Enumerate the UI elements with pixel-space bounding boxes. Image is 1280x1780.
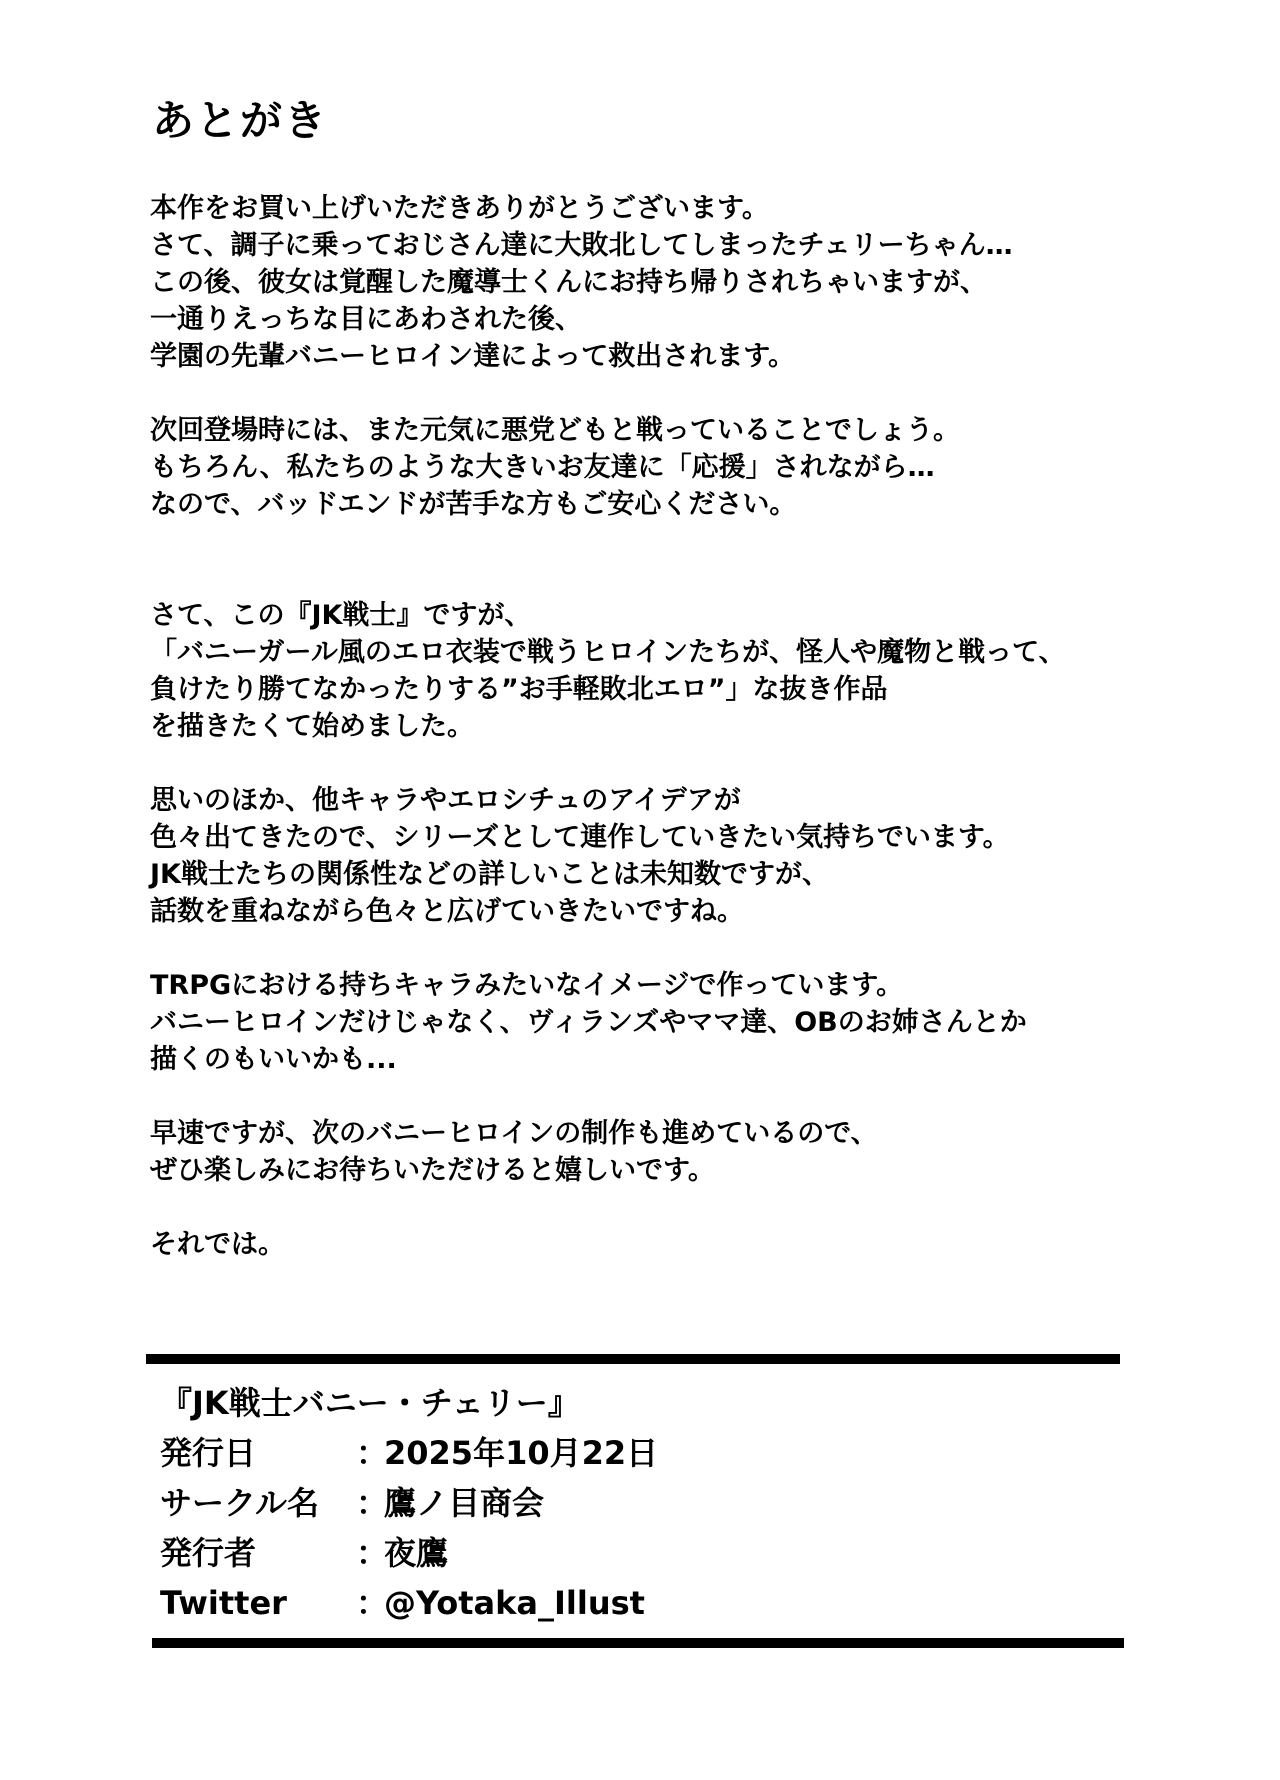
text-line: 描くのもいいかも... <box>150 1044 397 1075</box>
colophon-row <box>160 1428 1120 1478</box>
text-line: 学園の先輩バニーヒロイン達によって救出されます。 <box>150 341 796 372</box>
text-line: ぜひ楽しみにお待ちいただけると嬉しいです。 <box>150 1155 715 1186</box>
colophon-separator: ： <box>356 1534 389 1572</box>
colophon-label: サークル名 <box>160 1484 320 1522</box>
text-line: この後、彼女は覚醒した魔導士くんにお持ち帰りされちゃいますが、 <box>150 267 987 298</box>
divider-top <box>146 1354 1120 1364</box>
colophon-row <box>160 1528 1120 1578</box>
paragraph <box>150 967 1210 1078</box>
text-line: 「バニーガール風のエロ衣装で戦うヒロインたちが、怪人や魔物と戦って、 <box>150 637 1066 668</box>
text-line: 話数を重ねながら色々と広げていきたいですね。 <box>150 896 744 927</box>
colophon-label: Twitter <box>160 1584 287 1622</box>
colophon-row <box>160 1578 1120 1628</box>
text-line: を描きたくて始めました。 <box>150 711 474 742</box>
text-line: バニーヒロインだけじゃなく、ヴィランズやママ達、OBのお姉さんとか <box>150 1007 1027 1038</box>
colophon-value: 夜鷹 <box>384 1534 449 1572</box>
paragraph <box>150 412 1210 523</box>
text-line: さて、調子に乗っておじさん達に大敗北してしまったチェリーちゃん… <box>150 230 1013 261</box>
paragraph <box>150 190 1210 375</box>
afterword-body <box>150 190 1210 1263</box>
text-line: それでは。 <box>150 1229 285 1260</box>
colophon-value: @Yotaka_Illust <box>384 1584 645 1622</box>
text-line: 一通りえっちな目にあわされた後、 <box>150 304 582 335</box>
colophon-separator: ： <box>356 1484 389 1522</box>
colophon-title: 『JK戦士バニー・チェリー』 <box>160 1384 580 1422</box>
paragraph <box>150 782 1210 930</box>
text-line: 思いのほか、他キャラやエロシチュのアイデアが <box>150 785 741 816</box>
colophon-label: 発行者 <box>160 1534 257 1572</box>
colophon-row <box>160 1478 1120 1528</box>
paragraph <box>150 1226 1210 1263</box>
colophon <box>160 1378 1120 1628</box>
text-line: TRPGにおける持ちキャラみたいなイメージで作っています。 <box>150 970 904 1001</box>
text-line: 次回登場時には、また元気に悪党どもと戦っていることでしょう。 <box>150 415 960 446</box>
text-line: 本作をお買い上げいただきありがとうございます。 <box>150 193 769 224</box>
page-title: あとがき <box>152 96 329 145</box>
text-line: 色々出てきたので、シリーズとして連作していきたい気持ちでいます。 <box>150 822 1010 853</box>
text-line: もちろん、私たちのような大きいお友達に「応援」されながら… <box>150 452 935 483</box>
colophon-value: 鷹ノ目商会 <box>384 1484 545 1522</box>
colophon-label: 発行日 <box>160 1434 257 1472</box>
text-line: さて、この『JK戦士』ですが、 <box>150 600 532 631</box>
colophon-separator: ： <box>356 1584 389 1622</box>
divider-bottom <box>152 1638 1124 1648</box>
text-line: 負けたり勝てなかったりする”お手軽敗北エロ”」な抜き作品 <box>150 674 888 705</box>
text-line: JK戦士たちの関係性などの詳しいことは未知数ですが、 <box>150 859 829 890</box>
text-line: 早速ですが、次のバニーヒロインの制作も進めているので、 <box>150 1118 878 1149</box>
colophon-value: 2025年10月22日 <box>384 1434 659 1472</box>
paragraph <box>150 597 1210 745</box>
colophon-separator: ： <box>356 1434 389 1472</box>
colophon-rows <box>160 1428 1120 1628</box>
text-line: なので、バッドエンドが苦手な方もご安心ください。 <box>150 489 797 520</box>
paragraph <box>150 1115 1210 1189</box>
